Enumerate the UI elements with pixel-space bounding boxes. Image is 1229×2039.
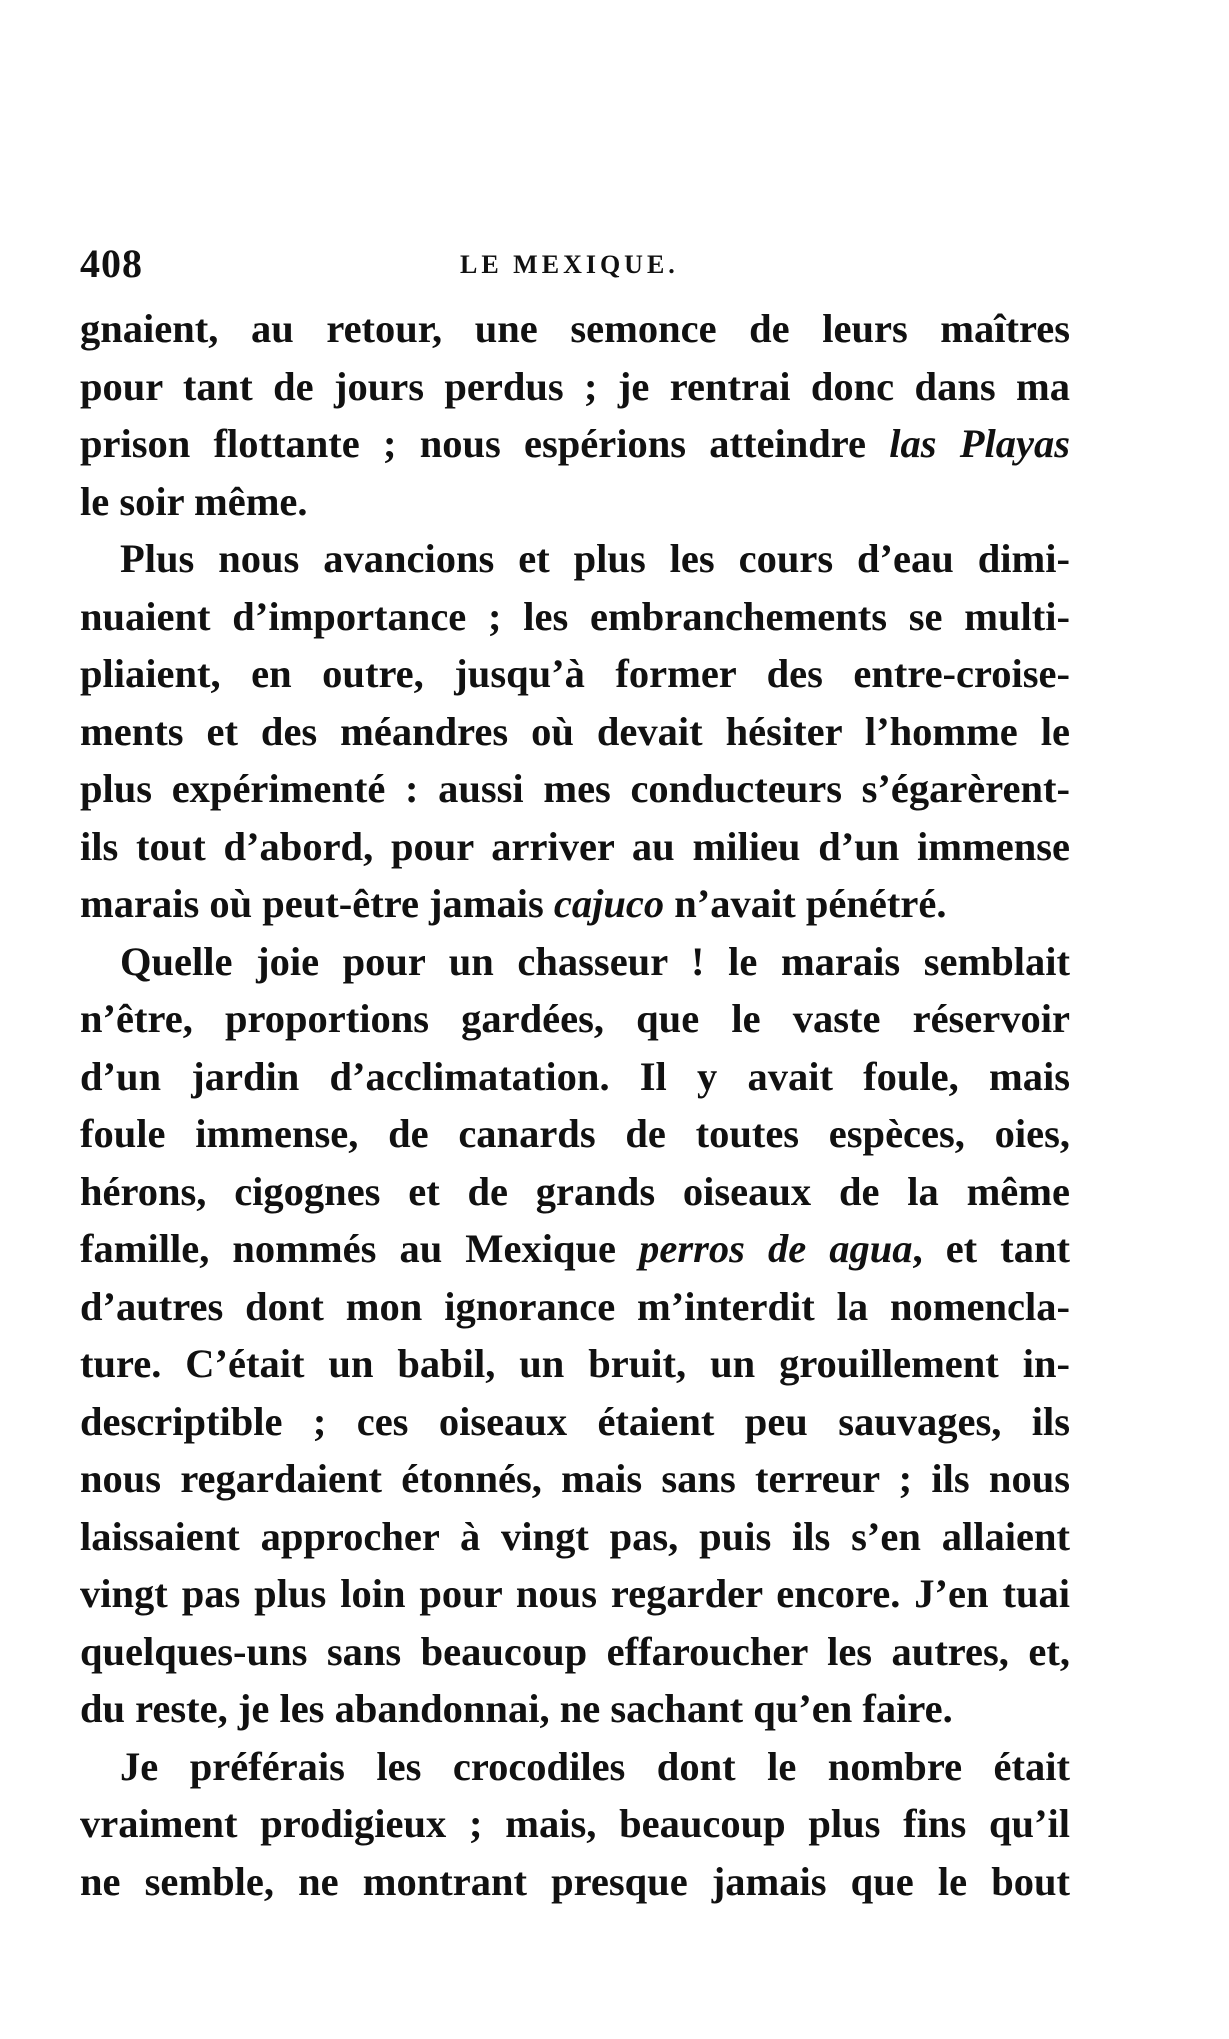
text-run: pliaient, en outre, jusqu’à former des entre-croise- [80,651,1070,696]
text-run: ture. C’était un babil, un bruit, un grouillement in- [80,1341,1070,1386]
running-head: LE MEXIQUE. [460,250,679,279]
text-line [80,760,1070,818]
text-line [80,1680,1070,1738]
paragraph [80,300,1070,530]
text-line [80,1623,1070,1681]
text-line [80,1450,1070,1508]
paragraph [80,1738,1070,1911]
text-run: pour tant de jours perdus ; je rentrai donc dans ma [80,363,1070,409]
text-line [80,1220,1070,1278]
text-run: d’autres dont mon ignorance m’interdit la nomencla- [80,1283,1070,1329]
text-run: n’avait pénétré. [664,881,947,926]
text-run: , et tant [912,1226,1070,1271]
text-run: famille, nommés au Mexique [80,1226,640,1271]
text-run: Je préférais les crocodiles dont le nombre était [120,1743,1070,1789]
text-line [80,1105,1070,1163]
text-run: ne semble, ne montrant presque jamais que le bout [80,1858,1070,1904]
text-line [80,415,1070,473]
text-line [80,1278,1070,1336]
text-run: nous regardaient étonnés, mais sans terreur ; ils nous [80,1456,1070,1501]
text-line [80,358,1070,416]
text-line [80,1048,1070,1106]
text-run: ments et des méandres où devait hésiter l’homme le [80,708,1070,754]
text-run: descriptible ; ces oiseaux étaient peu sauvages, ils [80,1398,1070,1444]
text-run: foule immense, de canards de toutes espèces, oies, [80,1111,1070,1156]
text-run: laissaient approcher à vingt pas, puis ils s’en allaient [80,1513,1070,1559]
text-line [80,1335,1070,1393]
text-line [80,300,1070,358]
text-line [80,933,1070,991]
italic-phrase: cajuco [553,881,665,926]
page-header [80,240,1070,290]
text-line [80,588,1070,646]
text-line [80,645,1070,703]
text-line [80,1738,1070,1796]
text-run: nuaient d’importance ; les embranchements se multi- [80,593,1070,639]
text-line [80,990,1070,1048]
italic-phrase: perros de agua [639,1226,913,1271]
text-run: prison flottante ; nous espérions atteindre [80,421,890,466]
text-run: ils tout d’abord, pour arriver au milieu d’un immense [80,823,1070,869]
body-text [80,300,1070,1910]
paragraph [80,530,1070,933]
text-run: le soir même. [80,478,308,524]
text-line [80,1163,1070,1221]
text-run: d’un jardin d’acclimatation. Il y avait foule, mais [80,1053,1070,1099]
text-line [80,1508,1070,1566]
text-run: vingt pas plus loin pour nous regarder encore. J’en tuai [80,1571,1070,1616]
text-run: vraiment prodigieux ; mais, beaucoup plus fins qu’il [80,1801,1070,1846]
text-line [80,1393,1070,1451]
italic-phrase: las Playas [889,421,1070,466]
text-run: plus expérimenté : aussi mes conducteurs s’égarèrent- [80,766,1070,811]
text-run: gnaient, au retour, une semonce de leurs maîtres [80,306,1070,351]
paragraph [80,933,1070,1738]
text-run: n’être, proportions gardées, que le vaste réservoir [80,996,1070,1041]
text-line [80,530,1070,588]
text-line [80,875,1070,933]
text-run: quelques-uns sans beaucoup effaroucher les autres, et, [80,1628,1070,1674]
text-line [80,1565,1070,1623]
page-number: 408 [80,241,143,286]
text-line [80,473,1070,531]
text-run: hérons, cigognes et de grands oiseaux de la même [80,1168,1070,1214]
text-line [80,703,1070,761]
text-run: marais où peut-être jamais [80,881,554,926]
text-line [80,1853,1070,1911]
text-run: Quelle joie pour un chasseur ! le marais semblait [120,938,1070,984]
text-run: Plus nous avancions et plus les cours d’eau dimi- [120,536,1070,581]
text-line [80,1795,1070,1853]
text-run: du reste, je les abandonnai, ne sachant qu’en faire. [80,1686,953,1731]
text-line [80,818,1070,876]
